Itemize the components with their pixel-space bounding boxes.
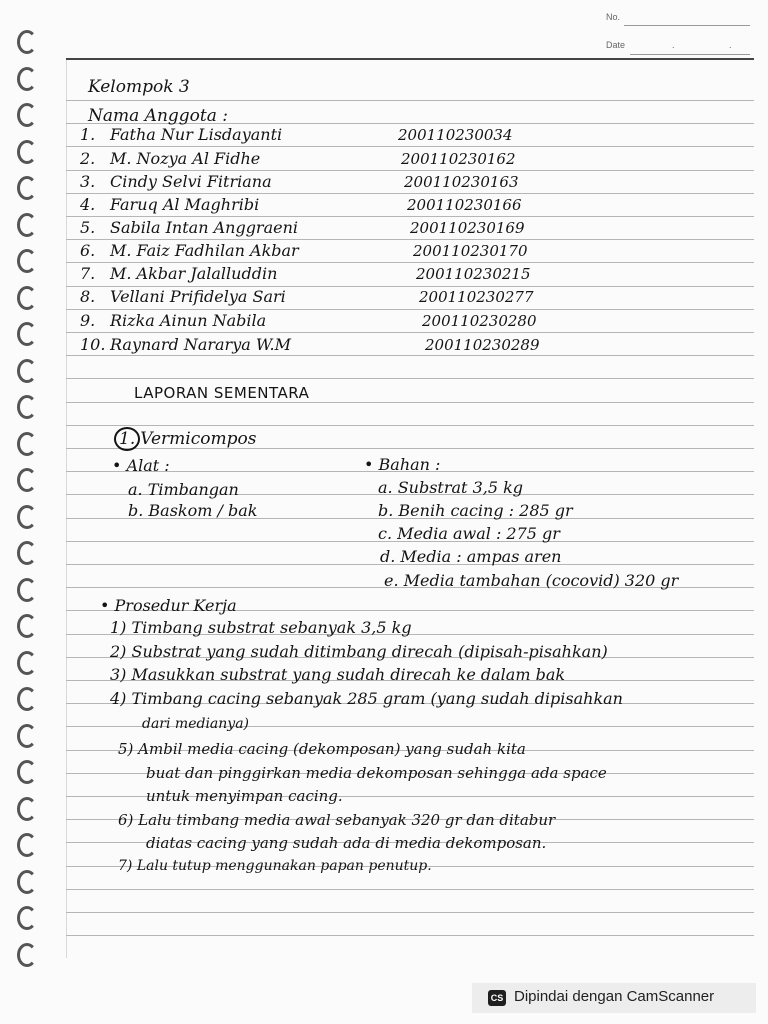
member-name: Cindy Selvi Fitriana bbox=[110, 172, 272, 191]
binder-ring bbox=[17, 870, 37, 894]
member-number: 10. bbox=[80, 335, 106, 354]
procedure-line: 6) Lalu timbang media awal sebanyak 320 gr dan ditabur bbox=[118, 811, 556, 829]
member-number: 6. bbox=[80, 241, 96, 260]
member-name: Raynard Nararya W.M bbox=[110, 335, 291, 354]
procedure-line: 2) Substrat yang sudah ditimbang direcah (dipisah-pisahkan) bbox=[110, 642, 608, 661]
ruled-line bbox=[66, 146, 754, 147]
member-number: 4. bbox=[80, 195, 96, 214]
ruled-line bbox=[66, 912, 754, 913]
ruled-line bbox=[66, 378, 754, 379]
bahan-item: b. Benih cacing : 285 gr bbox=[378, 501, 573, 520]
ruled-line bbox=[66, 239, 754, 240]
bahan-heading: • Bahan : bbox=[364, 455, 441, 474]
member-name: Sabila Intan Anggraeni bbox=[110, 218, 299, 237]
ruled-line bbox=[66, 170, 754, 171]
procedure-line: diatas cacing yang sudah ada di media dekomposan. bbox=[146, 834, 547, 852]
binder-ring bbox=[17, 468, 37, 492]
member-nim: 200110230170 bbox=[413, 242, 528, 260]
member-nim: 200110230169 bbox=[410, 219, 525, 237]
procedure-heading: • Prosedur Kerja bbox=[100, 596, 237, 615]
member-number: 8. bbox=[80, 287, 96, 306]
ruled-line bbox=[66, 332, 754, 333]
binder-ring bbox=[17, 395, 37, 419]
binder-ring bbox=[17, 687, 37, 711]
binder-ring bbox=[17, 140, 37, 164]
alat-item: a. Timbangan bbox=[128, 480, 239, 499]
ruled-line bbox=[66, 216, 754, 217]
ruled-line bbox=[66, 100, 754, 101]
procedure-line: buat dan pinggirkan media dekomposan sehingga ada space bbox=[146, 764, 607, 782]
procedure-line: 3) Masukkan substrat yang sudah direcah ke dalam bak bbox=[110, 665, 566, 684]
alat-heading: • Alat : bbox=[112, 456, 170, 475]
report-title: LAPORAN SEMENTARA bbox=[134, 384, 310, 402]
member-number: 9. bbox=[80, 311, 96, 330]
binder-ring bbox=[17, 505, 37, 529]
member-number: 5. bbox=[80, 218, 96, 237]
procedure-line: 5) Ambil media cacing (dekomposan) yang sudah kita bbox=[118, 740, 526, 758]
member-name: Fatha Nur Lisdayanti bbox=[110, 125, 283, 144]
no-label: No. bbox=[606, 12, 621, 22]
binder-ring bbox=[17, 724, 37, 748]
ruled-line bbox=[66, 355, 754, 356]
procedure-line: untuk menyimpan cacing. bbox=[146, 787, 343, 805]
binder-ring bbox=[17, 322, 37, 346]
member-nim: 200110230277 bbox=[419, 288, 534, 306]
member-nim: 200110230289 bbox=[425, 336, 540, 354]
member-name: Faruq Al Maghribi bbox=[110, 195, 260, 214]
member-name: Rizka Ainun Nabila bbox=[110, 311, 267, 330]
binder-ring bbox=[17, 359, 37, 383]
binder-ring bbox=[17, 213, 37, 237]
bahan-item: e. Media tambahan (cocovid) 320 gr bbox=[384, 571, 679, 590]
members-heading: Nama Anggota : bbox=[88, 106, 228, 126]
member-nim: 200110230162 bbox=[401, 150, 516, 168]
member-name: M. Akbar Jalalluddin bbox=[110, 264, 278, 283]
binder-ring bbox=[17, 249, 37, 273]
binder-ring bbox=[17, 67, 37, 91]
group-title: Kelompok 3 bbox=[88, 77, 190, 97]
member-nim: 200110230215 bbox=[416, 265, 531, 283]
member-number: 2. bbox=[80, 149, 96, 168]
watermark-text: Dipindai dengan CamScanner bbox=[514, 988, 715, 1005]
top-rule bbox=[66, 58, 754, 60]
bahan-item: a. Substrat 3,5 kg bbox=[378, 478, 524, 497]
binder-ring bbox=[17, 906, 37, 930]
date-line bbox=[630, 54, 750, 55]
procedure-line: 4) Timbang cacing sebanyak 285 gram (yang sudah dipisahkan bbox=[110, 689, 623, 708]
binder-ring bbox=[17, 176, 37, 200]
member-nim: 200110230163 bbox=[404, 173, 519, 191]
member-name: Vellani Prifidelya Sari bbox=[110, 287, 286, 306]
section-heading bbox=[114, 430, 256, 448]
member-name: M. Faiz Fadhilan Akbar bbox=[110, 241, 299, 260]
member-name: M. Nozya Al Fidhe bbox=[110, 149, 261, 168]
ruled-line bbox=[66, 402, 754, 403]
ruled-line bbox=[66, 193, 754, 194]
binder-ring bbox=[17, 833, 37, 857]
no-line bbox=[624, 25, 750, 26]
binder-ring bbox=[17, 760, 37, 784]
binder-ring bbox=[17, 614, 37, 638]
member-number: 1. bbox=[80, 125, 96, 144]
date-label: Date bbox=[606, 40, 626, 50]
member-number: 7. bbox=[80, 264, 96, 283]
binder-ring bbox=[17, 103, 37, 127]
member-nim: 200110230034 bbox=[398, 126, 513, 144]
member-nim: 200110230166 bbox=[407, 196, 522, 214]
binder-ring bbox=[17, 30, 37, 54]
date-dots: . . bbox=[672, 40, 758, 50]
binder-ring bbox=[17, 432, 37, 456]
procedure-line: 7) Lalu tutup menggunakan papan penutup. bbox=[118, 858, 432, 874]
procedure-line: 1) Timbang substrat sebanyak 3,5 kg bbox=[110, 618, 412, 637]
member-number: 3. bbox=[80, 172, 96, 191]
ruled-line bbox=[66, 309, 754, 310]
bahan-item: d. Media : ampas aren bbox=[380, 547, 562, 566]
ruled-line bbox=[66, 935, 754, 936]
binder-ring bbox=[17, 943, 37, 967]
binder-ring bbox=[17, 651, 37, 675]
alat-item: b. Baskom / bak bbox=[128, 501, 258, 520]
binder-ring bbox=[17, 541, 37, 565]
ruled-line bbox=[66, 425, 754, 426]
section-title: Vermicompos bbox=[140, 429, 257, 449]
procedure-line: dari medianya) bbox=[142, 716, 250, 732]
binder-ring bbox=[17, 797, 37, 821]
member-nim: 200110230280 bbox=[422, 312, 537, 330]
binder-ring bbox=[17, 578, 37, 602]
camscanner-logo-icon: CS bbox=[488, 990, 506, 1006]
binder-ring bbox=[17, 286, 37, 310]
ruled-line bbox=[66, 262, 754, 263]
section-number: 1. bbox=[114, 427, 140, 451]
bahan-item: c. Media awal : 275 gr bbox=[378, 524, 560, 543]
ruled-line bbox=[66, 889, 754, 890]
